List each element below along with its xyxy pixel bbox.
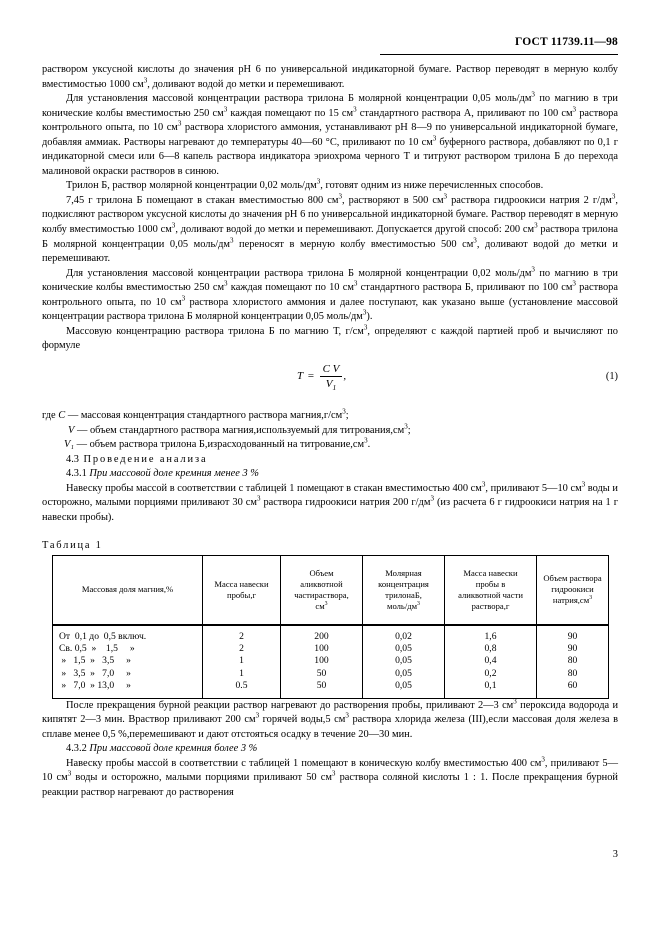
cell-mass: 1: [203, 655, 281, 667]
sup-3: 3: [256, 494, 261, 503]
cell-volume: 100: [281, 643, 363, 655]
header-line-1: Объем раствора: [543, 573, 602, 584]
column-header-naoh-volume: [537, 555, 609, 625]
header-line-3: натрия,см: [552, 595, 590, 606]
sup-3: 3: [541, 755, 545, 764]
cell-naoh: 90: [537, 643, 609, 655]
formula-expression: [297, 362, 347, 393]
paragraph-after-reaction: [42, 699, 618, 743]
header-line-1: Объем: [309, 567, 334, 578]
header-line-2: пробы в: [475, 578, 506, 589]
p5-g: ).: [366, 311, 373, 323]
cell-aliquot-mass: 0,8: [445, 643, 537, 655]
cell-mass: 2: [203, 625, 281, 643]
header-line-2: гидроокиси: [551, 584, 594, 595]
p8-d: раствора хлорида железа (III),если массовая доля железа в сплаве менее 0,5 %,перемешивают и дают отстояться осадку в течение 20—30 мин.: [42, 714, 619, 740]
p1-text-a: раствором уксусной кислоты до значения рН 6 по универсальной индикаторной бумаге. Раствор переводят в мерную колбу вместимостью 1000 см: [42, 64, 618, 90]
p7-a: Навеску пробы массой в соответствии с таблицей 1 помещают в стакан вместимостью 400 см: [66, 482, 482, 494]
cell-volume: 50: [281, 680, 363, 698]
column-header-aliquot-sample-mass: [445, 555, 537, 625]
p2-g: буферного раствора, добавляют по 0,1 г индикаторной смеси или 6—8 капель раствора индикатора эриохрома черного Т и титруют раствором трилона Б до перехода малиновой окраски растворов в синюю.: [42, 136, 618, 177]
cell-concentration: 0,05: [363, 680, 445, 698]
formula-block: [42, 361, 618, 403]
p2-b: по магнию в три конические колбы вместимостью 250 см: [42, 93, 618, 119]
paragraph-preparation: [42, 194, 618, 267]
sup-3: 3: [611, 192, 616, 201]
definition-text: объем раствора трилона Б,израсходованный на титрование,см: [89, 439, 365, 451]
sup-3: 3: [473, 236, 477, 245]
running-header: [380, 36, 618, 48]
cell-naoh: 80: [537, 655, 609, 667]
p4-a: 7,45 г трилона Б помещают в стакан вместимостью 800 см: [66, 194, 339, 206]
cell-range: Св. 0,5 » 1,5 »: [53, 643, 203, 655]
cell-mass: 1: [203, 668, 281, 680]
where-label: где: [42, 409, 56, 421]
sup-3: 3: [362, 308, 367, 317]
cell-volume: 50: [281, 668, 363, 680]
header-line-4: моль/дм: [387, 600, 418, 611]
formula-equals: =: [307, 370, 315, 383]
p6-a: Массовую концентрацию раствора трилона Б по магнию Т, г/см: [66, 325, 364, 337]
subsection-number: 4.3.1: [66, 468, 87, 480]
cell-range: » 3,5 » 7,0 »: [53, 668, 203, 680]
cell-naoh: 90: [537, 625, 609, 643]
header-rule: [380, 54, 618, 55]
header-line-2: пробы,г: [226, 589, 256, 600]
cell-aliquot-mass: 0,1: [445, 680, 537, 698]
p8-c: горячей воды,5 см: [259, 714, 346, 726]
column-header-aliquot-volume: [281, 555, 363, 625]
definition-tail: ;: [407, 424, 411, 436]
definition-tail: .: [367, 439, 371, 451]
sup-3: 3: [316, 177, 321, 186]
header-line-1: Масса навески: [214, 578, 269, 589]
header-line-2: аликвотной: [300, 578, 343, 589]
p7-c: воды и осторожно, малыми порциями приливают 30 см: [42, 482, 618, 509]
p9-a: Навеску пробы массой в соответствии с таблицей 1 помещают в коническую колбу вместимостью 400 см: [66, 757, 542, 769]
table-row: [53, 643, 609, 655]
p7-e: (из расчета 6 г гидроокиси натрия на 1 г навески пробы).: [42, 497, 618, 523]
formula-comma: ,: [343, 370, 347, 383]
definition-dash: —: [76, 439, 87, 451]
p2-a: Для установления массовой концентрации раствора трилона Б молярной концентрации 0,05 моль/дм: [66, 93, 532, 105]
sup-3: 3: [513, 697, 517, 706]
sup-3: 3: [531, 265, 535, 274]
denominator-subscript: 1: [332, 383, 337, 393]
sup-3: 3: [345, 711, 349, 720]
header-line-3: частираствора,: [294, 589, 349, 600]
subsection-title: При массовой доле кремния менее 3 %: [89, 468, 259, 480]
paragraph-trilon-002: [42, 179, 618, 194]
cell-naoh: 60: [537, 680, 609, 698]
table-header: [53, 555, 609, 625]
sup-3: 3: [481, 480, 486, 489]
cell-range: » 1,5 » 3,5 »: [53, 655, 203, 667]
definition-item: [42, 409, 618, 424]
cell-range: От 0,1 до 0,5 включ.: [53, 625, 203, 643]
header-line-4: см: [315, 600, 325, 611]
paragraph-establish-002: [42, 267, 618, 325]
sup-3: 3: [171, 221, 176, 230]
definition-text: массовая концентрация стандартного раствора магния,г/см: [80, 409, 343, 421]
definition-text: объем стандартного раствора магния,используемый для титрования,см: [89, 424, 405, 436]
paragraph-trilon-005: [42, 92, 618, 179]
section-heading-4-3-1: [42, 467, 618, 482]
formula-definitions: [42, 409, 618, 453]
table-row: [53, 680, 609, 698]
paragraph-continuation: [42, 63, 618, 92]
p4-d: , подкисляют раствором уксусной кислоты до значения рН 6 по универсальной индикаторной бумаге. Раствор переводят в мерную колбу вместимостью 1000 см: [42, 194, 618, 236]
subsection-title: При массовой доле кремния более 3 %: [89, 743, 258, 755]
p1-text-b: , доливают водой до метки и перемешивают.: [147, 78, 345, 90]
section-heading-4-3: [42, 453, 618, 468]
paragraph-sample-weight-2: [42, 757, 618, 801]
sup-3: 3: [363, 323, 368, 332]
column-header-magnesium-fraction: [53, 555, 203, 625]
definition-item: [42, 424, 618, 439]
subsection-number: 4.3.2: [66, 743, 87, 755]
cell-range: » 7,0 » 13,0 »: [53, 680, 203, 698]
cell-aliquot-mass: 0,4: [445, 655, 537, 667]
cell-concentration: 0,05: [363, 655, 445, 667]
sup-3: 3: [181, 294, 186, 303]
sup-3: 3: [338, 192, 342, 201]
paragraph-sample-weight: [42, 482, 618, 526]
cell-concentration: 0,02: [363, 625, 445, 643]
cell-volume: 200: [281, 625, 363, 643]
sup-3: 3: [432, 134, 437, 143]
p4-f: раствора трилона Б молярной концентрации 0,05 моль/дм: [42, 224, 618, 250]
p4-g: переносят в мерную колбу вместимостью 500 см: [233, 238, 474, 250]
sup-3: 3: [223, 105, 228, 114]
p7-b: , приливают 5—10 см: [485, 482, 582, 494]
header-line-1: Массовая доля магния,%: [81, 584, 174, 595]
p4-h: , доливают водой до метки и перемешивают.: [42, 238, 618, 265]
denominator-base: V: [325, 377, 333, 390]
definition-sup: 3: [364, 436, 368, 445]
p9-c: воды и осторожно, малыми порциями приливают 50 см: [71, 772, 332, 784]
column-header-molar-concentration: [363, 555, 445, 625]
table-row: [53, 668, 609, 680]
p2-d: стандартного раствора А, приливают по 100 см: [356, 107, 573, 119]
p5-a: Для установления массовой концентрации раствора трилона Б молярной концентрации 0,02 моль/дм: [66, 267, 532, 279]
cell-volume: 100: [281, 655, 363, 667]
formula-lhs: T: [297, 370, 304, 383]
sup-3: 3: [224, 279, 228, 288]
paragraph-mass-concentration: [42, 325, 618, 354]
p9-b: , приливают 5—10 см: [42, 757, 618, 784]
sup-3: 3: [229, 236, 234, 245]
p2-f: раствора хлористого аммония, устанавливают рН 8—9 по универсальной индикаторной бумаге, добавляя аммиак. Растворы нагревают до температуры 40—60 °С, приливают по 10 см: [42, 122, 618, 148]
formula-denominator: [323, 377, 339, 393]
cell-mass: 0.5: [203, 680, 281, 698]
header-line-2: концентрация: [378, 578, 429, 589]
sup-3: 3: [353, 105, 357, 114]
sup-3: 3: [572, 279, 576, 288]
definition-symbol: C: [58, 409, 66, 421]
definition-dash: —: [67, 409, 79, 421]
header-sup: 3: [589, 595, 593, 602]
definition-sup: 3: [342, 407, 346, 416]
p7-d: раствора гидроокиси натрия 200 г/дм: [260, 497, 431, 509]
table-row: [53, 655, 609, 667]
definition-item: [42, 438, 618, 453]
header-sup: 3: [417, 600, 420, 607]
p8-a: После прекращения бурной реакции раствор нагревают до растворения пробы, приливают 2—3 см: [66, 699, 514, 711]
definition-dash: —: [76, 424, 88, 436]
sup-3: 3: [572, 105, 577, 114]
sup-3: 3: [353, 279, 358, 288]
sup-3: 3: [443, 192, 448, 201]
section-number: 4.3: [66, 453, 79, 465]
p5-b: по магнию в три конические колбы вместимостью 250 см: [42, 267, 618, 294]
p4-c: раствора гидроокиси натрия 2 г/дм: [447, 194, 612, 206]
section-heading-4-3-2: [42, 742, 618, 757]
sup-3: 3: [430, 494, 434, 503]
table-caption: Таблица 1: [42, 539, 103, 551]
header-line-3: аликвотной части: [458, 589, 523, 600]
p6-b: , определяют с каждой партией проб и вычисляют по формуле: [42, 325, 618, 352]
sup-3: 3: [177, 119, 182, 128]
p3-a: Трилон Б, раствор молярной концентрации 0,02 моль/дм: [66, 180, 317, 192]
header-line-1: Масса навески: [463, 567, 518, 578]
cell-naoh: 80: [537, 668, 609, 680]
sup-3: 3: [331, 769, 336, 778]
definition-tail: ;: [345, 409, 349, 421]
p2-e: раствора контрольного опыта, по 10 см: [42, 107, 618, 134]
p5-c: каждая помещают по 10 см: [227, 282, 354, 294]
sup-3: 3: [531, 90, 535, 99]
cell-mass: 2: [203, 643, 281, 655]
table-body: [53, 625, 609, 699]
header-line-1: Молярная: [385, 567, 422, 578]
formula-fraction: [320, 362, 343, 393]
p3-b: , готовят одним из ниже перечисленных способов.: [320, 180, 544, 192]
sup-3: 3: [534, 221, 538, 230]
table-1: [52, 555, 609, 699]
sup-3: 3: [581, 480, 586, 489]
page-number: 3: [612, 849, 618, 860]
p4-e: , доливают водой до метки и перемешивают. Допускается другой способ: 200 см: [175, 224, 535, 236]
table-row: [53, 625, 609, 643]
cell-concentration: 0,05: [363, 643, 445, 655]
p4-b: , растворяют в 500 см: [341, 194, 444, 206]
cell-concentration: 0,05: [363, 668, 445, 680]
sup-3: 3: [67, 769, 72, 778]
cell-aliquot-mass: 0,2: [445, 668, 537, 680]
p2-c: каждая помещают по 15 см: [227, 107, 354, 119]
p9-d: раствора соляной кислоты 1 : 1. После прекращения бурной реакции раствор нагревают до растворения: [42, 772, 618, 798]
formula-numerator: C V: [322, 362, 340, 375]
header-line-3: трилонаБ,: [385, 589, 422, 600]
definition-sup: 3: [404, 422, 408, 431]
cell-aliquot-mass: 1,6: [445, 625, 537, 643]
page-content: [42, 63, 618, 800]
sup-3: 3: [143, 76, 148, 85]
column-header-sample-mass: [203, 555, 281, 625]
p8-b: пероксида водорода и кипятят 2—3 мин. Враствор приливают 200 см: [42, 699, 618, 726]
definition-symbol: V: [68, 424, 75, 436]
header-line-4: раствора,г: [471, 600, 510, 611]
equation-number: (1): [605, 370, 618, 382]
p5-e: раствора контрольного опыта, по 10 см: [42, 282, 618, 308]
standard-number: ГОСТ 11739.11—98: [514, 36, 618, 48]
table-header-row: [53, 555, 609, 625]
sup-3: 3: [255, 711, 260, 720]
p5-f: раствора хлористого аммония и далее поступают, как указано выше (установление массовой концентрации раствора трилона Б молярной концентрации 0,05 моль/дм: [42, 296, 618, 323]
header-sup: 3: [324, 600, 328, 607]
p5-d: стандартного раствора Б, приливают по 100 см: [357, 282, 573, 294]
section-title: Проведение анализа: [83, 453, 208, 465]
definition-symbol: V₁: [64, 439, 74, 451]
